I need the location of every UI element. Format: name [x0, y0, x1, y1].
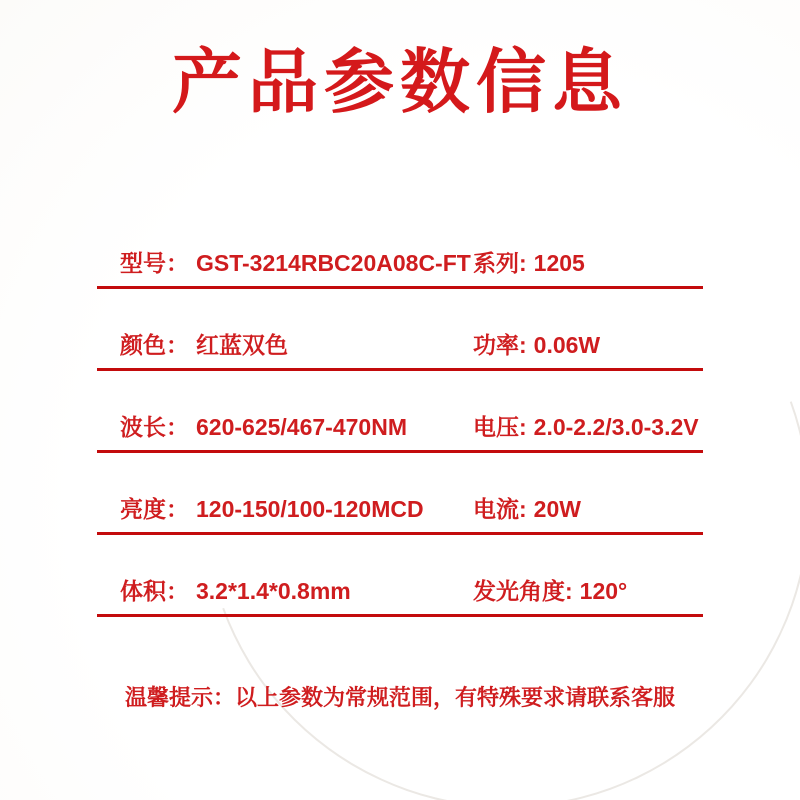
- table-row: [97, 207, 703, 289]
- spec-value: 20W: [533, 496, 581, 522]
- table-row: [97, 453, 703, 535]
- table-row: [97, 289, 703, 371]
- page-title: 产品参数信息: [172, 43, 628, 121]
- spec-label: 颜色：: [120, 332, 189, 358]
- spec-value: 2.0-2.2/3.0-3.2V: [533, 414, 699, 440]
- spec-cell-color: [120, 327, 288, 360]
- spec-value: 120-150/100-120MCD: [196, 496, 424, 522]
- spec-value: 1205: [533, 250, 585, 276]
- notice-label: 温馨提示：: [124, 685, 235, 710]
- spec-cell-model: [120, 245, 471, 278]
- notice-text: [0, 681, 800, 712]
- spec-cell-brightness: [120, 491, 424, 524]
- spec-value: 红蓝双色: [196, 332, 288, 358]
- spec-label: 发光角度:: [473, 578, 573, 604]
- spec-label: 型号：: [120, 250, 189, 276]
- spec-label: 体积：: [120, 578, 189, 604]
- spec-cell-size: [120, 573, 351, 606]
- spec-cell-voltage: [473, 409, 699, 442]
- spec-label: 电流:: [473, 496, 527, 522]
- table-row: [97, 371, 703, 453]
- spec-cell-power: [473, 327, 600, 360]
- spec-label: 波长：: [120, 414, 189, 440]
- spec-value: 0.06W: [533, 332, 601, 358]
- spec-value: 3.2*1.4*0.8mm: [196, 578, 351, 604]
- spec-label: 亮度：: [120, 496, 189, 522]
- spec-value: 620-625/467-470NM: [196, 414, 407, 440]
- spec-table: [97, 207, 703, 617]
- spec-label: 电压:: [473, 414, 527, 440]
- table-row: [97, 535, 703, 617]
- spec-cell-beam-angle: [473, 573, 627, 606]
- spec-label: 功率:: [473, 332, 527, 358]
- spec-label: 系列:: [473, 250, 527, 276]
- spec-cell-current: [473, 491, 581, 524]
- spec-cell-series: [473, 245, 585, 278]
- notice-body: 以上参数为常规范围，有特殊要求请联系客服: [235, 685, 676, 710]
- spec-cell-wavelength: [120, 409, 407, 442]
- spec-value: GST-3214RBC20A08C-FT: [196, 250, 471, 276]
- spec-value: 120°: [579, 578, 628, 604]
